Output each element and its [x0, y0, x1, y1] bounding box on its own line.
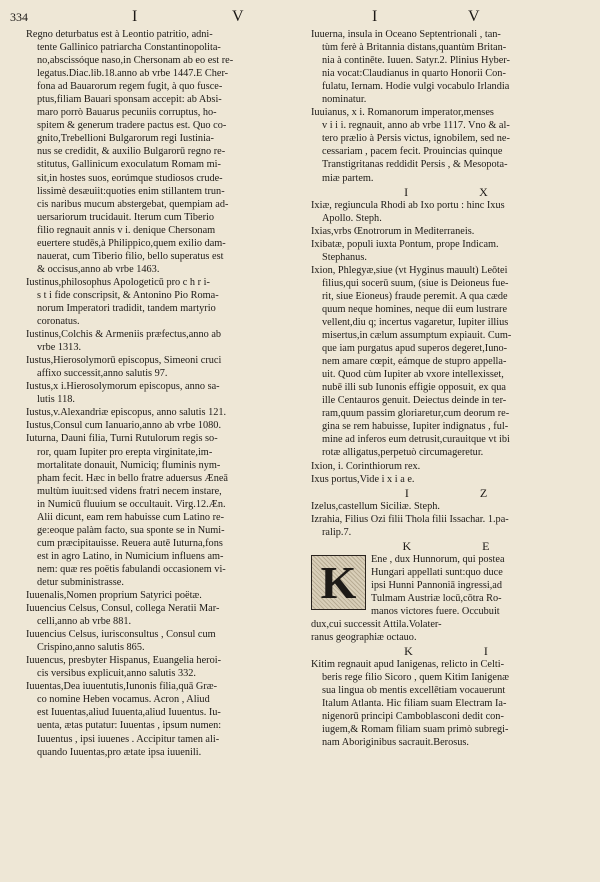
header-letter: V	[468, 8, 481, 25]
text-line: Iustinus,philosophus Apologeticū pro c h r i-	[26, 276, 210, 288]
entry-group-ke	[311, 553, 581, 644]
text-line: nigenorū principi Camboblasconi dedit con-	[322, 711, 504, 723]
text-line: spitem & generum tradere pactus est. Quo co-	[37, 120, 227, 132]
text-line: manos victores fuere. Occubuit	[371, 605, 500, 617]
text-line: ipsi Hunni Pannoniā ingressi,ad	[371, 579, 502, 591]
text-line: filius,qui socerū suum, (siue is Deioneus fue-	[322, 277, 509, 289]
entry-group-iz	[311, 500, 581, 539]
text-line: est in agro Latino, in Numicium influens am-	[37, 550, 224, 562]
text-line: Izelus,castellum Siciliæ. Steph.	[311, 500, 440, 512]
text-line: Ixus portus,Vide i x i a e.	[311, 473, 415, 485]
text-line: uersariorum trucidauit. Iterum cum Tiberio	[37, 211, 215, 223]
text-line: sit,in hostes suos, eorúmque studiosos crude-	[37, 172, 223, 184]
text-line: & occisus,anno ab vrbe 1463.	[37, 263, 160, 275]
text-line: Iustus,Hierosolymorū episcopus, Simeoni cruci	[26, 355, 222, 367]
text-line: tero prælio à Persis victus, ignobilem, sed ne-	[322, 133, 510, 145]
text-line: vellent,diu q; incertus vagaretur, Iupiter illius	[322, 316, 509, 328]
text-line: Iuuianus, x i. Romanorum imperator,menses	[311, 107, 494, 119]
text-line: miæ partem.	[322, 172, 374, 184]
text-line: uit. Quod cùm Iupiter ab vxore intellexisset,	[322, 369, 504, 381]
text-line: Ixias,vrbs Œnotrorum in Mediterraneis.	[311, 225, 475, 237]
text-line: Apollo. Steph.	[322, 212, 382, 224]
running-header	[0, 8, 600, 30]
text-line: s t i fide conscripsit, & Antonino Pio Roma-	[37, 289, 219, 301]
text-line: ge:eoque palàm facto, sua sponte se in Numi-	[37, 524, 225, 536]
text-line: Iuuentus , ipsi iuuenes . Accipitur tamen ali-	[37, 733, 220, 745]
text-line: Iustinus,Colchis & Armeniis præfectus,anno ab	[26, 329, 222, 341]
text-line: nauerat, cum Tiberio filio, bello superatus est	[37, 250, 224, 262]
text-line: quando Iuuentas,pro ætate ipsa iuuenili.	[37, 746, 202, 758]
text-line: nubē illi sub Iunonis effigie opposuit, ex qua	[322, 382, 506, 394]
text-line: nus se credidit, & auxilio Bulgarorū regno re-	[37, 146, 226, 158]
text-line: multùm iuuit:sed videns fratri necem instare,	[37, 485, 222, 497]
text-line: Ixibatæ, populi iuxta Pontum, prope Indicam.	[311, 238, 499, 250]
text-line: in Numicū fluuium se occultauit. Virg.12.Æn.	[37, 498, 226, 510]
text-line: rotæ alligatus,perpetuò circumageretur.	[322, 447, 484, 459]
text-line: celli,anno ab vrbe 881.	[37, 616, 132, 628]
text-line: fulatu, Iernam. Hodie vulgi vocabulo Irlandia	[322, 81, 510, 93]
text-line: co nomine Heben vocamus. Acron , Aliud	[37, 694, 210, 706]
text-line: tùm ferè à Britannia distans,quantùm Britan-	[322, 42, 507, 54]
text-line: iugem,& Romam filiam suam primò subregi-	[322, 724, 509, 736]
section-heading-ki: K I	[404, 644, 522, 659]
text-line: euertere studēs,à Philippico,quem exilio dam-	[37, 237, 226, 249]
text-line: cis versibus explicuit,anno salutis 332.	[37, 668, 197, 680]
section-heading-ke: K E	[402, 538, 524, 553]
text-line: detur subministrasse.	[37, 576, 124, 588]
text-line: ptus,filiam Bauari sponsam accepit: ab Absi-	[37, 94, 222, 106]
text-line: norum Imperatori tradidit, tandem martyrio	[37, 302, 216, 314]
text-line: ram,quum passim gloriaretur,cum deorum re-	[322, 408, 510, 420]
text-line: gina se rem habuisse, Iupiter indignatus , ful-	[322, 421, 509, 433]
page-number: 334	[10, 10, 28, 24]
text-line: Iuuencius Celsus, iurisconsultus , Consul cum	[26, 629, 216, 641]
text-line: pham fecit. Hæc in bello fratre aduersus Æneā	[37, 472, 228, 484]
text-line: Iustus,Consul cum Ianuario,anno ab vrbe 1080.	[26, 420, 222, 432]
section-heading-iz: I Z	[404, 485, 522, 500]
text-line: Italum Atlanta. Hic filiam suam Electram Ia-	[322, 698, 507, 710]
text-line: filio regnauit annis v i. denique Chersonam	[37, 224, 216, 236]
text-line: nem: quæ res poëtis fabulandi occasionem vi-	[37, 563, 226, 575]
text-line: ranus geographiæ octauo.	[311, 632, 417, 644]
text-line: legatus.Diac.lib.18.anno ab vrbe 1447.E Cher-	[37, 68, 229, 80]
left-column	[26, 28, 298, 759]
decorated-initial	[311, 555, 366, 610]
text-line: nam Aboriginibus sacrauit.Berosus.	[322, 737, 469, 749]
text-line: Iustus,x i.Hierosolymorum episcopus, anno sa-	[26, 381, 220, 393]
text-line: ralip.7.	[322, 526, 352, 538]
drop-cap-letter: K	[320, 556, 357, 608]
header-letter: I	[132, 8, 139, 25]
text-line: fona ad Bauarorum regem fugit, à quo fusce-	[37, 81, 223, 93]
section-heading-ix: I X	[404, 184, 522, 199]
text-line: Iuuencius Celsus, Consul, collega Neratii Mar-	[26, 603, 220, 615]
text-line: Transtigritanas reddidit Persis , & Mesopota-	[322, 159, 508, 171]
header-letter: V	[232, 8, 245, 25]
text-line: nia à continēte. Iuuen. Satyr.2. Plinius Hyber-	[322, 55, 510, 67]
text-line: v i i i. regnauit, anno ab vrbe 1117. Vno & al-	[322, 120, 510, 132]
text-line: uenta, ætas putatur: Iuuentas , ipsum numen:	[37, 720, 222, 732]
text-line: que iam purgatus apud superos degeret,Iuno-	[322, 343, 508, 355]
text-line: gnito,Trebellioni Bulgarorum regi Iustinia-	[37, 133, 214, 145]
text-line: est Iuuentas,aliud Iuuenta,aliud Iuuentus. Iu-	[37, 707, 221, 719]
entry-group-iu	[311, 28, 581, 185]
text-line: affixo successit,anno salutis 97.	[37, 368, 168, 380]
text-line: beris rege filio Sicoro , quem Kitim Ianigenæ	[322, 672, 510, 684]
text-line: Crispino,anno salutis 865.	[37, 642, 145, 654]
text-line: Ixion, Phlegyæ,siue (vt Hyginus mauult) Leōtei	[311, 264, 508, 276]
text-line: dux,cui successit Attila.Volater-	[311, 618, 442, 630]
text-line: stitutus, Gallinicum exoculatum Romam mi-	[37, 159, 221, 171]
text-line: tente Gallinico patriarcha Constantinopolita-	[37, 42, 221, 54]
text-line: Iuuenalis,Nomen proprium Satyrici poëtæ.	[26, 590, 202, 602]
text-line: nia vocat:Claudianus in quarto Honorii Con-	[322, 68, 506, 80]
text-line: nominatur.	[322, 94, 367, 106]
text-line: Iustus,v.Alexandriæ episcopus, anno salutis 121.	[26, 407, 227, 419]
text-line: vrbe 1313.	[37, 342, 82, 354]
text-line: misertus,in cælum assumptum expiauit. Cum-	[322, 330, 512, 342]
text-line: Iuuencus, presbyter Hispanus, Euangelia heroi-	[26, 655, 222, 667]
text-line: Iuuerna, insula in Oceano Septentrionali , tan-	[311, 29, 501, 40]
text-line: Iuuentas,Dea iuuentutis,Iunonis filia,quā Græ-	[26, 681, 218, 693]
text-line: Hungari appellati sunt:quo duce	[371, 566, 503, 578]
text-line: lissimè desæuiit:quoties enim stillantem trun-	[37, 185, 225, 197]
header-letter: I	[372, 8, 379, 25]
text-line: cessariam , pacem fecit. Prouincias quinque	[322, 146, 503, 158]
text-line: Izrahia, Filius Ozi filii Thola filii Issachar. 1.pa-	[311, 513, 509, 525]
text-line: Regno deturbatus est à Leontio patritio, adni-	[26, 29, 213, 40]
text-line: no,abscissóque naso,in Chersonam ab eo est re-	[37, 55, 234, 67]
text-line: quum neque homines, neque dii eum lustrare	[322, 303, 508, 315]
entry-group-ki	[311, 658, 581, 749]
text-line: Ixion, i. Corinthiorum rex.	[311, 460, 421, 472]
text-line: Stephanus.	[322, 251, 367, 263]
text-line: coronatus.	[37, 316, 80, 328]
text-line: Alii dicunt, eam rem habuisse cum Latino re-	[37, 511, 225, 523]
text-line: Ixiæ, regiuncula Rhodi ab Ixo portu : hinc Ixus	[311, 199, 505, 211]
text-line: lutis 118.	[37, 394, 75, 406]
text-line: Iuturna, Dauni filia, Turni Rutulorum regis so-	[26, 433, 218, 445]
text-line: nem amare cœpit, eámque de stupro appella-	[322, 356, 507, 368]
text-line: rit, siue Eioneus) fraude peremit. A qua cæde	[322, 290, 508, 302]
entry-group-ix	[311, 199, 581, 486]
right-column	[311, 28, 581, 749]
text-line: ille Centauros genuit. Deiectus deinde in ter-	[322, 395, 507, 407]
text-line: maro porrò Bauarus pecuniis corruptus, ho-	[37, 107, 217, 119]
text-line: Kitim regnauit apud Ianigenas, relicto in Celti-	[311, 659, 505, 671]
text-line: cis naribus mucum abstergebat, quempiam ad-	[37, 198, 229, 210]
text-line: ror, quam Iupiter pro erepta virginitate,im-	[37, 446, 213, 458]
text-line: Tulmam Austriæ locū,cōtra Ro-	[371, 592, 502, 604]
text-line: mortalitate donauit, Numiciq; fluminis nym-	[37, 459, 221, 471]
text-line: sua lingua ob mentis excellētiam vocauerunt	[322, 685, 506, 697]
text-line: cum præcipitauisse. Reuera autē Iuturna,fons	[37, 537, 223, 549]
text-line: mine ad inferos eum detrusit,curauitque vt ibi	[322, 434, 510, 446]
text-line: Ene , dux Hunnorum, qui postea	[371, 553, 505, 565]
